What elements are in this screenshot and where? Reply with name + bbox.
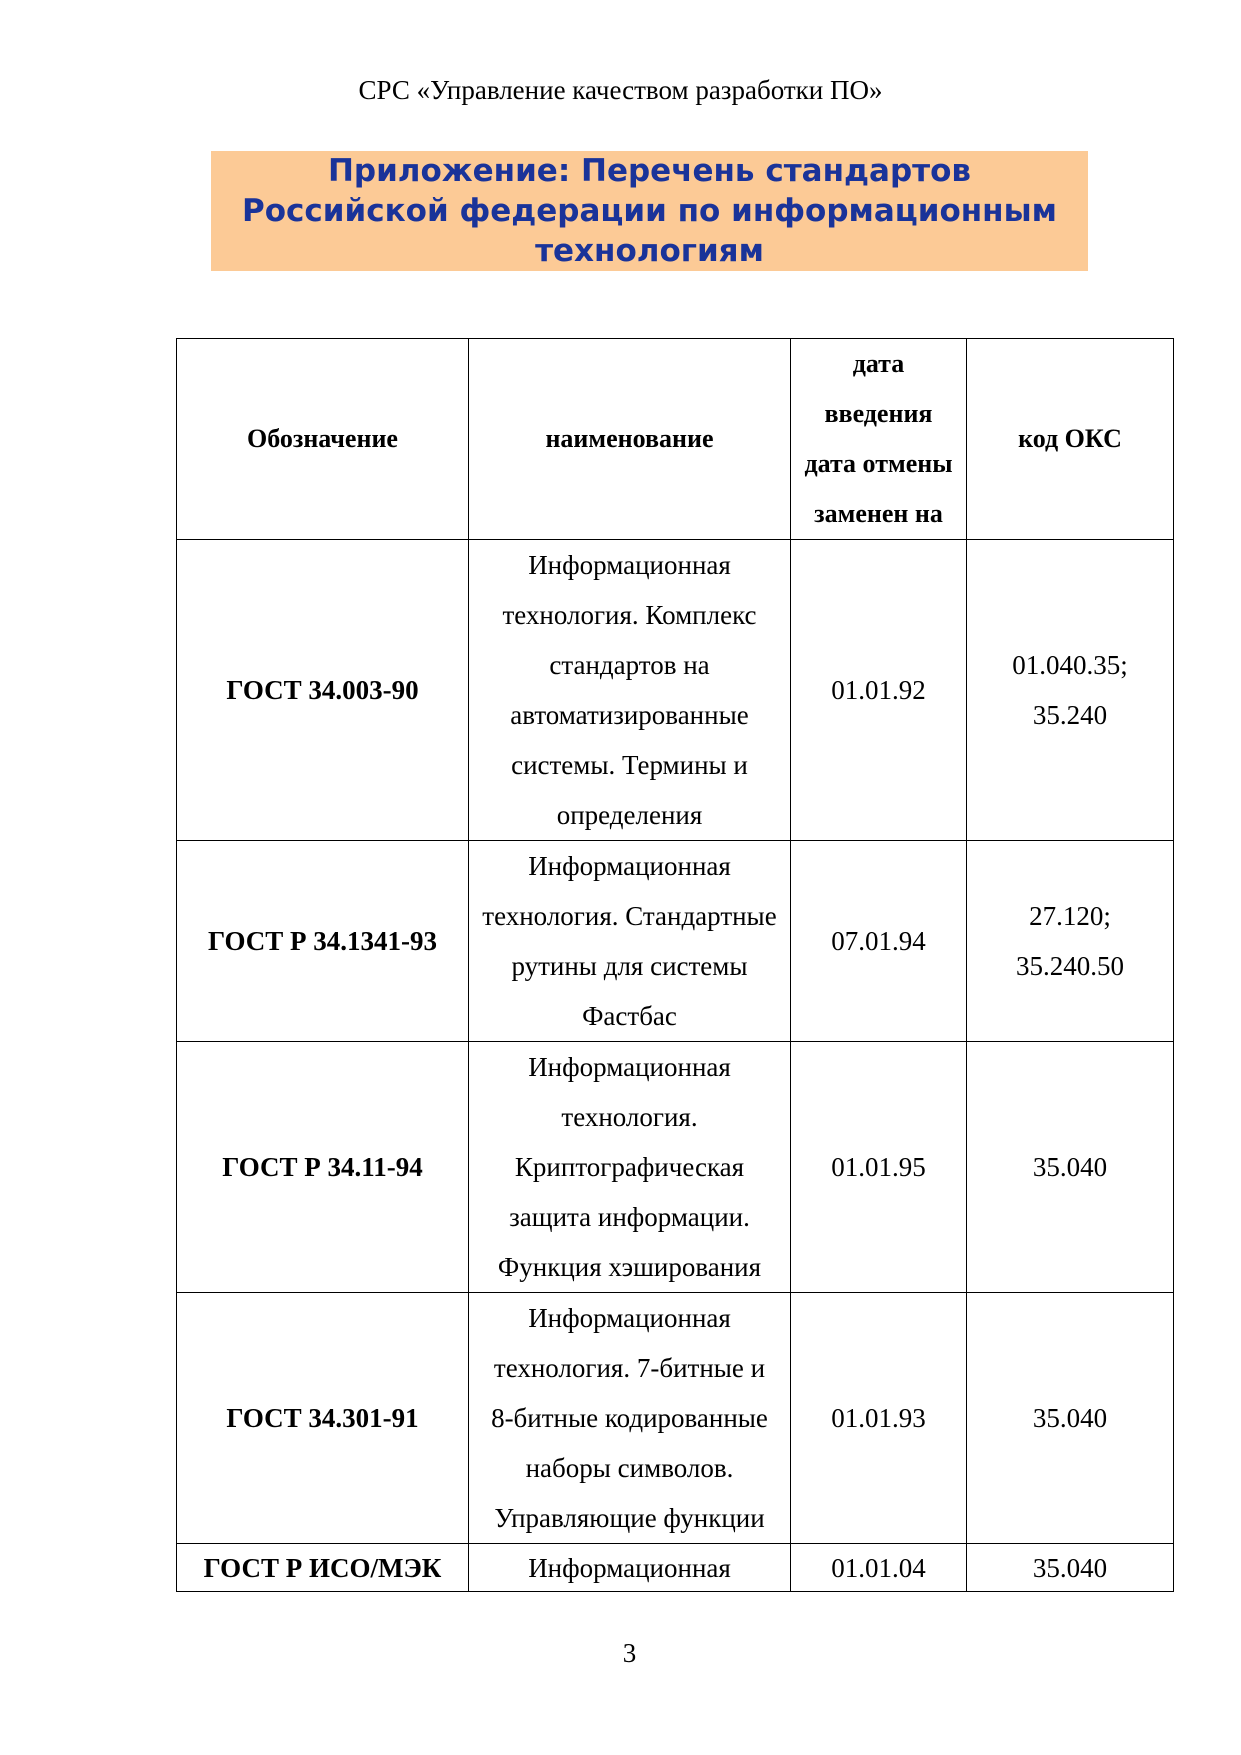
table-row: [177, 1293, 1174, 1544]
cell-oks: 35.040: [967, 1544, 1174, 1592]
cell-oks: 35.040: [967, 1293, 1174, 1544]
cell-code: ГОСТ Р ИСО/МЭК: [177, 1544, 469, 1592]
header-dates: дата введения дата отмены заменен на: [791, 339, 967, 540]
header-oks: код ОКС: [967, 339, 1174, 540]
table-row: [177, 540, 1174, 841]
table-header-row: [177, 339, 1174, 540]
cell-date: 01.01.95: [791, 1042, 967, 1293]
cell-code: ГОСТ Р 34.11-94: [177, 1042, 469, 1293]
cell-oks: 01.040.35; 35.240: [967, 540, 1174, 841]
cell-date: 07.01.94: [791, 841, 967, 1042]
cell-name: Информационная технология. Криптографическая защита информации. Функция хэширования: [469, 1042, 791, 1293]
cell-name: Информационная технология. Комплекс стандартов на автоматизированные системы. Термины и определения: [469, 540, 791, 841]
cell-name: Информационная: [469, 1544, 791, 1592]
cell-date: 01.01.93: [791, 1293, 967, 1544]
cell-code: ГОСТ 34.301-91: [177, 1293, 469, 1544]
table-row: [177, 1042, 1174, 1293]
document-title: Приложение: Перечень стандартов Российской федерации по информационным технологиям: [242, 153, 1057, 269]
table-row: [177, 1544, 1174, 1592]
header-name: наименование: [469, 339, 791, 540]
header-code: Обозначение: [177, 339, 469, 540]
standards-table: [176, 338, 1174, 1592]
cell-date: 01.01.92: [791, 540, 967, 841]
cell-code: ГОСТ 34.003-90: [177, 540, 469, 841]
cell-oks: 35.040: [967, 1042, 1174, 1293]
cell-oks: 27.120; 35.240.50: [967, 841, 1174, 1042]
table-row: [177, 841, 1174, 1042]
cell-date: 01.01.04: [791, 1544, 967, 1592]
page-number: 3: [622, 1638, 637, 1668]
cell-name: Информационная технология. Стандартные рутины для системы Фастбас: [469, 841, 791, 1042]
running-header: СРС «Управление качеством разработки ПО»: [358, 75, 883, 105]
cell-name: Информационная технология. 7-битные и 8-битные кодированные наборы символов. Управляющие функции: [469, 1293, 791, 1544]
cell-code: ГОСТ Р 34.1341-93: [177, 841, 469, 1042]
title-banner: [211, 151, 1088, 271]
